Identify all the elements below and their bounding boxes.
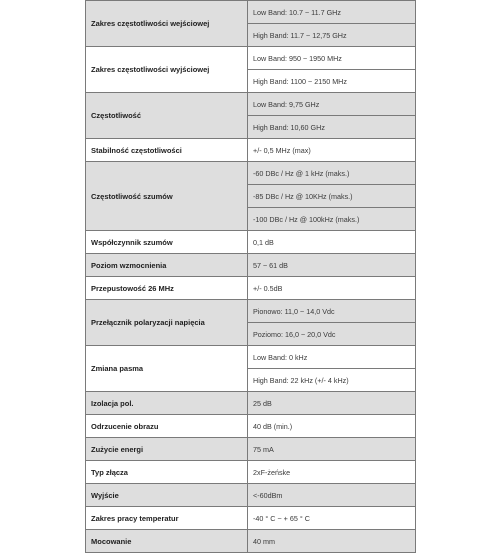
- spec-label: Zakres pracy temperatur: [86, 507, 248, 530]
- spec-value: -85 DBc / Hz @ 10KHz (maks.): [248, 185, 416, 208]
- spec-label: Częstotliwość: [86, 93, 248, 139]
- spec-row: [86, 162, 416, 185]
- spec-row: [86, 346, 416, 369]
- spec-table: [85, 0, 416, 553]
- spec-label: Zakres częstotliwości wyjściowej: [86, 47, 248, 93]
- spec-row: [86, 438, 416, 461]
- spec-value: Poziomo: 16,0 ~ 20,0 Vdc: [248, 323, 416, 346]
- spec-row: [86, 231, 416, 254]
- spec-value: <-60dBm: [248, 484, 416, 507]
- spec-value: Low Band: 10.7 ~ 11.7 GHz: [248, 1, 416, 24]
- spec-value: High Band: 22 kHz (+/- 4 kHz): [248, 369, 416, 392]
- spec-label: Mocowanie: [86, 530, 248, 553]
- spec-label: Typ złącza: [86, 461, 248, 484]
- spec-row: [86, 139, 416, 162]
- spec-value: Low Band: 0 kHz: [248, 346, 416, 369]
- spec-value: Low Band: 9,75 GHz: [248, 93, 416, 116]
- spec-label: Częstotliwość szumów: [86, 162, 248, 231]
- spec-value: +/- 0,5 MHz (max): [248, 139, 416, 162]
- spec-value: 2xF-żeńske: [248, 461, 416, 484]
- spec-value: 57 ~ 61 dB: [248, 254, 416, 277]
- spec-label: Stabilność częstotliwości: [86, 139, 248, 162]
- spec-label: Współczynnik szumów: [86, 231, 248, 254]
- spec-row: [86, 415, 416, 438]
- spec-value: 25 dB: [248, 392, 416, 415]
- spec-value: 75 mA: [248, 438, 416, 461]
- spec-label: Wyjście: [86, 484, 248, 507]
- spec-value: 40 dB (min.): [248, 415, 416, 438]
- spec-value: High Band: 11.7 ~ 12,75 GHz: [248, 24, 416, 47]
- spec-label: Poziom wzmocnienia: [86, 254, 248, 277]
- spec-value: 0,1 dB: [248, 231, 416, 254]
- spec-label: Przełącznik polaryzacji napięcia: [86, 300, 248, 346]
- spec-value: -100 DBc / Hz @ 100kHz (maks.): [248, 208, 416, 231]
- spec-row: [86, 461, 416, 484]
- spec-row: [86, 392, 416, 415]
- spec-row: [86, 277, 416, 300]
- spec-row: [86, 300, 416, 323]
- spec-row: [86, 47, 416, 70]
- spec-label: Zmiana pasma: [86, 346, 248, 392]
- spec-value: Low Band: 950 ~ 1950 MHz: [248, 47, 416, 70]
- spec-label: Zakres częstotliwości wejściowej: [86, 1, 248, 47]
- spec-label: Przepustowość 26 MHz: [86, 277, 248, 300]
- spec-row: [86, 93, 416, 116]
- spec-label: Zużycie energi: [86, 438, 248, 461]
- spec-label: Izolacja pol.: [86, 392, 248, 415]
- spec-value: -40 ° C ~ + 65 ° C: [248, 507, 416, 530]
- spec-value: +/- 0.5dB: [248, 277, 416, 300]
- spec-row: [86, 507, 416, 530]
- spec-value: -60 DBc / Hz @ 1 kHz (maks.): [248, 162, 416, 185]
- spec-value: High Band: 1100 ~ 2150 MHz: [248, 70, 416, 93]
- spec-row: [86, 530, 416, 553]
- spec-value: 40 mm: [248, 530, 416, 553]
- spec-label: Odrzucenie obrazu: [86, 415, 248, 438]
- spec-row: [86, 254, 416, 277]
- spec-value: High Band: 10,60 GHz: [248, 116, 416, 139]
- spec-row: [86, 1, 416, 24]
- spec-table-body: [86, 1, 416, 553]
- spec-value: Pionowo: 11,0 ~ 14,0 Vdc: [248, 300, 416, 323]
- spec-row: [86, 484, 416, 507]
